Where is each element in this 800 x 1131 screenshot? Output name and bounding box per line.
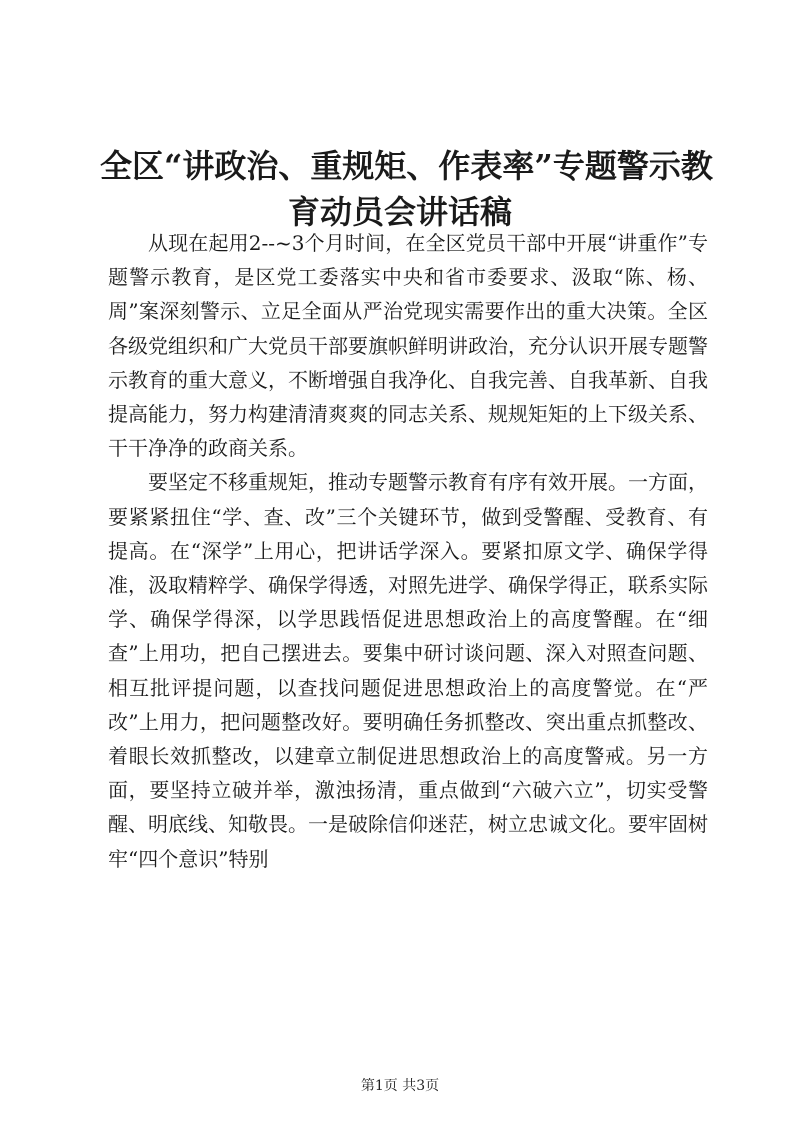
paragraph-1: 从现在起用2--~3个月时间，在全区党员干部中开展“讲重作”专题警示教育，是区党工委落实中央和省市委要求、汲取“陈、杨、周”案深刻警示、立足全面从严治党现实需要作出的重大决策。全区各级党组织和广大党员干部要旗帜鲜明讲政治，充分认识开展专题警示教育的重大意义，不断增强自我净化、自我完善、自我革新、自我提高能力，努力构建清清爽爽的同志关系、规规矩矩的上下级关系、干干净净的政商关系。 — [108, 231, 708, 461]
document-body — [108, 226, 708, 876]
document-title — [100, 143, 713, 235]
page-number-footer: 第1页 共3页 — [360, 1078, 440, 1094]
paragraph-2: 要坚定不移重规矩，推动专题警示教育有序有效开展。一方面，要紧紧扭住“学、查、改”三个关键环节，做到受警醒、受教育、有提高。在“深学”上用心，把讲话学深入。要紧扣原文学、确保学得准，汲取精粹学、确保学得透，对照先进学、确保学得正，联系实际学、确保学得深，以学思践悟促进思想政治上的高度警醒。在“细查”上用功，把自己摆进去。要集中研讨谈问题、深入对照查问题、相互批评提问题，以查找问题促进思想政治上的高度警觉。在“严改”上用力，把问题整改好。要明确任务抓整改、突出重点抓整改、着眼长效抓整改，以建章立制促进思想政治上的高度警戒。另一方面，要坚持立破并举，激浊扬清，重点做到“六破六立”，切实受警醒、明底线、知敬畏。一是破除信仰迷茫，树立忠诚文化。要牢固树牢“四个意识”特别 — [108, 470, 708, 871]
title-line-1: 全区“讲政治、重规矩、作表率”专题警示教 — [100, 147, 713, 185]
title-line-2: 育动员会讲话稿 — [287, 193, 512, 231]
